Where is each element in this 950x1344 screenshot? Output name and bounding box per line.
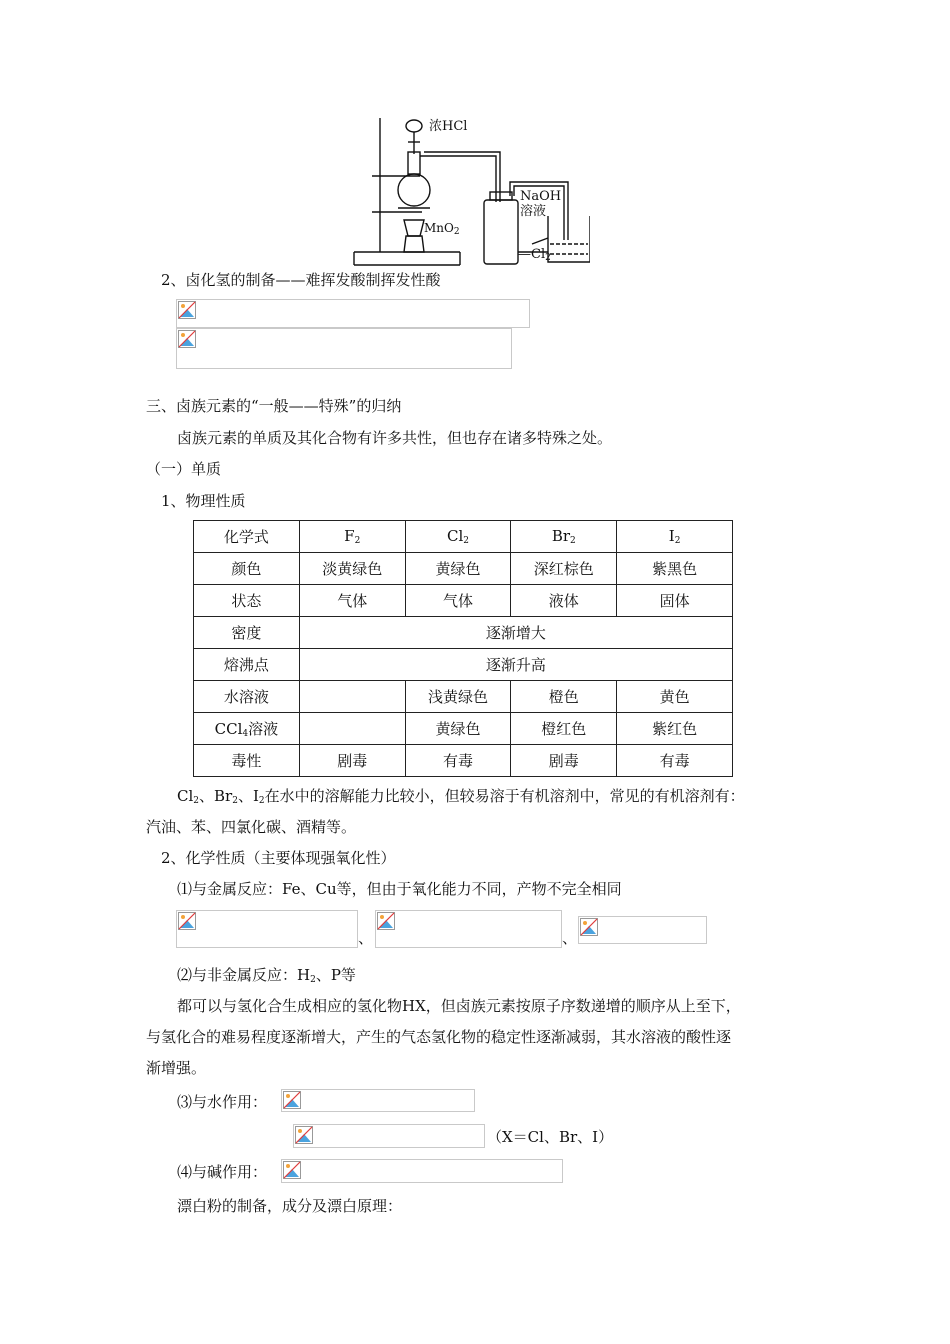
table-cell: 剧毒: [299, 745, 405, 777]
image-placeholder: [578, 916, 707, 944]
physical-properties-title: 1、物理性质: [161, 492, 246, 510]
ccl4-sub: 4: [242, 729, 249, 739]
table-row: [194, 617, 733, 649]
table-cell: 固体: [617, 585, 733, 617]
table-cell: 黄绿色: [405, 713, 511, 745]
formula-text: Cl: [447, 527, 464, 545]
i-text: 、I: [237, 787, 259, 805]
broken-image-icon: [295, 1126, 313, 1144]
table-row: [194, 585, 733, 617]
table-cell: 密度: [194, 617, 300, 649]
table-cell: 液体: [511, 585, 617, 617]
table-cell: 浅黄绿色: [405, 681, 511, 713]
table-cell: 化学式: [194, 521, 300, 553]
table-cell: 橙色: [511, 681, 617, 713]
solubility-rest: 在水中的溶解能力比较小，但较易溶于有机溶剂中，常见的有机溶剂有：: [264, 787, 745, 805]
apparatus-label-naoh: [520, 189, 561, 219]
naoh-text: NaOH: [520, 189, 562, 204]
paragraph-line-1: 都可以与氢化合生成相应的氢化物HX，但卤族元素按原子序数递增的顺序从上至下，: [177, 997, 741, 1015]
table-row: [194, 649, 733, 681]
nonmetal-reaction-text: [177, 965, 356, 990]
sub-2: 2: [258, 796, 265, 806]
table-cell: [194, 713, 300, 745]
image-placeholder: [176, 910, 358, 948]
apparatus-label-cl2: $—Cl_2$: [518, 247, 551, 263]
table-cell: 黄色: [617, 681, 733, 713]
formula-sub: 2: [354, 536, 361, 546]
formula-sub: 2: [570, 536, 576, 546]
table-row: [194, 713, 733, 745]
solubility-line-2: 汽油、苯、四氯化碳、酒精等。: [146, 818, 357, 836]
table-cell: [405, 521, 511, 553]
separator-text: 、: [562, 929, 578, 947]
image-placeholder: [176, 328, 512, 369]
cl-text: Cl: [177, 787, 194, 805]
separator-text: 、: [358, 929, 374, 947]
table-cell: 有毒: [405, 745, 511, 777]
image-placeholder: [293, 1124, 485, 1148]
h2-sub: 2: [310, 975, 316, 985]
table-cell: 橙红色: [511, 713, 617, 745]
section-3-title: 三、卤族元素的“一般——特殊”的归纳: [146, 397, 402, 415]
table-cell: 颜色: [194, 553, 300, 585]
formula-sub: 2: [463, 536, 470, 546]
paragraph-line-2: 与氢化合的难易程度逐渐增大，产生的气态氢化物的稳定性逐渐减弱，其水溶液的酸性逐: [146, 1028, 732, 1046]
ccl4-text: CCl: [214, 720, 243, 738]
image-placeholder: [176, 299, 530, 328]
table-cell: 黄绿色: [405, 553, 511, 585]
broken-image-icon: [580, 918, 598, 936]
table-cell: 逐渐升高: [299, 649, 732, 681]
formula-text: F: [344, 527, 355, 545]
table-cell: 紫黑色: [617, 553, 733, 585]
table-cell: 淡黄绿色: [299, 553, 405, 585]
part-1-title: （一）单质: [146, 460, 222, 478]
table-cell: 状态: [194, 585, 300, 617]
table-cell: [617, 521, 733, 553]
metal-reaction-text: ⑴与金属反应：Fe、Cu等，但由于氧化能力不同，产物不完全相同: [177, 880, 622, 898]
formula-sub: 2: [674, 536, 681, 546]
table-row: [194, 681, 733, 713]
bleaching-powder-text: 漂白粉的制备，成分及漂白原理：: [177, 1197, 403, 1215]
apparatus-label-hcl: [429, 117, 467, 137]
solution-text: 溶液: [520, 204, 547, 219]
table-row: [194, 745, 733, 777]
image-placeholder: [281, 1089, 475, 1112]
table-cell: 熔沸点: [194, 649, 300, 681]
table-cell: 剧毒: [511, 745, 617, 777]
apparatus-label-mno2: [424, 218, 460, 242]
image-placeholder: [375, 910, 562, 948]
table-cell: 深红棕色: [511, 553, 617, 585]
chemical-properties-title: 2、化学性质（主要体现强氧化性）: [161, 849, 396, 867]
table-cell: [299, 521, 405, 553]
water-reaction-label: ⑶与水作用：: [177, 1093, 268, 1111]
halogen-note: （X＝Cl、Br、I）: [487, 1128, 614, 1146]
section-hx-title: 2、卤化氢的制备——难挥发酸制挥发性酸: [161, 271, 441, 289]
table-cell: 气体: [299, 585, 405, 617]
mno2-text: MnO: [424, 221, 454, 235]
table-cell: [511, 521, 617, 553]
cl2-text: Cl: [531, 247, 546, 262]
mno2-sub: 2: [453, 227, 460, 237]
table-cell: 逐渐增大: [299, 617, 732, 649]
broken-image-icon: [377, 912, 395, 930]
image-placeholder: [281, 1159, 563, 1183]
formula-text: Br: [551, 527, 571, 545]
section-3-intro: 卤族元素的单质及其化合物有许多共性，但也存在诸多特殊之处。: [177, 429, 613, 447]
nonmetal-text-rest: 、P等: [315, 966, 356, 984]
broken-image-icon: [178, 301, 196, 319]
table-row: [194, 553, 733, 585]
table-cell: [299, 713, 405, 745]
br-text: 、Br: [199, 787, 233, 805]
broken-image-icon: [283, 1091, 301, 1109]
hcl-text: 浓HCl: [429, 119, 468, 134]
solubility-line-1: [177, 786, 745, 811]
nonmetal-text: ⑵与非金属反应：H: [177, 966, 311, 984]
paragraph-line-3: 渐增强。: [146, 1059, 207, 1077]
table-cell: [299, 681, 405, 713]
broken-image-icon: [178, 912, 196, 930]
broken-image-icon: [283, 1161, 301, 1179]
table-row: [194, 521, 733, 553]
table-cell: 毒性: [194, 745, 300, 777]
table-cell: 气体: [405, 585, 511, 617]
cl2-sub: 2: [545, 253, 551, 263]
broken-image-icon: [178, 330, 196, 348]
formula-text: I: [668, 527, 675, 545]
sub-2: 2: [232, 796, 238, 806]
base-reaction-label: ⑷与碱作用：: [177, 1163, 268, 1181]
physical-properties-table: [193, 520, 733, 777]
sub-2: 2: [193, 796, 200, 806]
table-cell: 紫红色: [617, 713, 733, 745]
table-cell: 水溶液: [194, 681, 300, 713]
ccl4-solution-text: 溶液: [248, 720, 279, 738]
table-cell: 有毒: [617, 745, 733, 777]
